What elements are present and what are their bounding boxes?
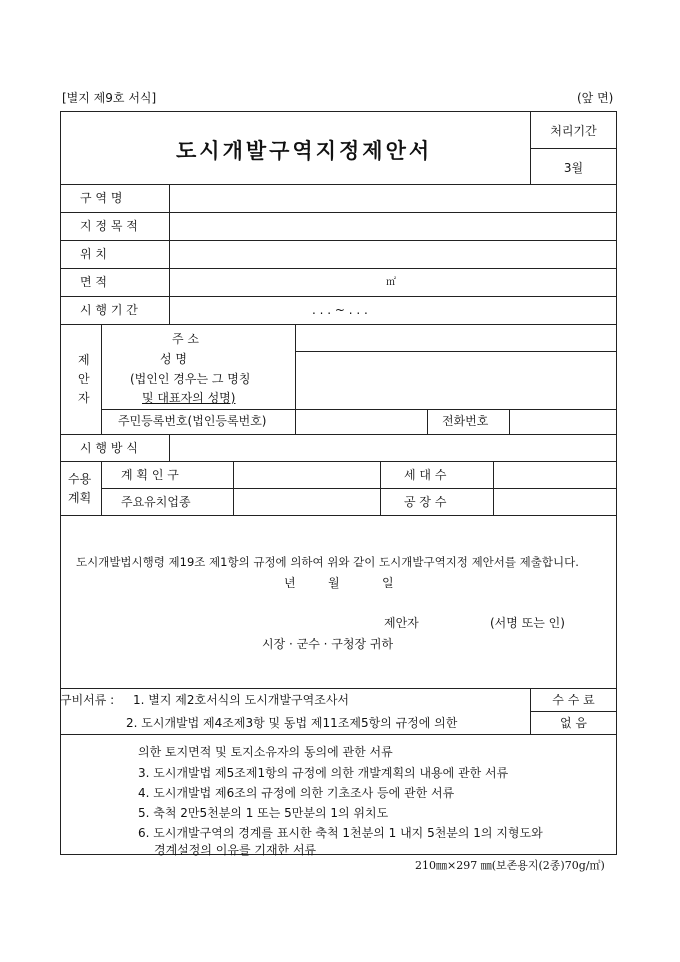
processing-period-label: 처리기간 [550,124,597,138]
location-field[interactable] [170,241,616,268]
fee-label: 수 수 료 [552,693,595,707]
name-field[interactable] [296,352,616,409]
proposer-group-label-1: 제 [78,353,90,367]
location-label: 위 치 [80,247,107,261]
address-field[interactable] [296,325,616,351]
period-label: 시 행 기 간 [80,303,138,317]
size-label: 면 적 [80,275,107,289]
recipient: 시장 · 군수 · 구청장 귀하 [262,637,394,651]
purpose-label: 지 정 목 적 [80,219,138,233]
attachment-item-3: 3. 도시개발법 제5조제1항의 규정에 의한 개발계획의 내용에 관한 서류 [138,766,509,780]
factories-label: 공 장 수 [404,495,447,509]
attachment-item-4: 4. 도시개발법 제6조의 규정에 의한 기초조사 등에 관한 서류 [138,786,455,800]
corp-note-line2: 및 대표자의 성명) [142,391,236,405]
attachment-item-5: 5. 축척 2만5천분의 1 또는 5만분의 1의 위치도 [138,806,389,820]
attachment-item-1: 1. 별지 제2호서식의 도시개발구역조사서 [133,693,350,707]
sign-note: (서명 또는 인) [490,616,565,630]
fee-value: 없 음 [560,716,587,730]
processing-period-value: 3월 [563,161,584,175]
capacity-group-label-2: 계획 [68,491,92,505]
planned-population-field[interactable] [234,462,380,488]
planned-population-label: 계 획 인 구 [121,468,179,482]
attachment-item-6-cont: 경계설정의 이유를 기재한 서류 [154,843,317,857]
attachment-item-2-cont: 의한 토지면적 및 토지소유자의 동의에 관한 서류 [138,745,393,759]
period-field[interactable] [170,297,616,324]
method-label: 시 행 방 식 [80,441,138,455]
date-year: 년 [284,576,296,590]
reg-number-label: 주민등록번호(법인등록번호) [118,414,267,428]
area-name-field[interactable] [170,185,616,212]
proposer-group-label-2: 안 [78,372,90,386]
date-day: 일 [382,576,394,590]
main-industry-field[interactable] [234,489,380,515]
method-field[interactable] [170,435,616,461]
page-side: (앞 면) [577,91,614,105]
proposer-group-label-3: 자 [78,391,90,405]
name-label: 성 명 [160,352,187,366]
declaration-statement: 도시개발법시행령 제19조 제1항의 규정에 의하여 위와 같이 도시개발구역지정 제안서를 제출합니다. [76,555,579,569]
period-value: . . . ~ . . . [312,303,368,317]
size-unit: ㎡ [386,277,396,288]
form-title: 도시개발구역지정제안서 [176,138,433,163]
attachment-item-2: 2. 도시개발법 제4조제3항 및 동법 제11조제5항의 규정에 의한 [126,716,458,730]
households-field[interactable] [494,462,616,488]
proposer-sign-label: 제안자 [384,616,419,630]
corp-note-line1: (법인인 경우는 그 명칭 [130,372,251,386]
paper-spec: 210㎜×297 ㎜(보존용지(2종)70g/㎡) [415,859,605,872]
address-label: 주 소 [172,332,199,346]
phone-field[interactable] [510,410,616,434]
capacity-group-label-1: 수용 [68,472,92,486]
phone-label: 전화번호 [442,414,489,428]
form-number: [별지 제9호 서식] [62,91,157,105]
purpose-field[interactable] [170,213,616,240]
main-industry-label: 주요유치업종 [121,495,191,509]
reg-number-field[interactable] [296,410,427,434]
area-name-label: 구 역 명 [80,191,123,205]
date-month: 월 [328,576,340,590]
attachments-label: 구비서류 : [60,693,115,707]
households-label: 세 대 수 [404,468,447,482]
factories-field[interactable] [494,489,616,515]
attachment-item-6: 6. 도시개발구역의 경계를 표시한 축척 1천분의 1 내지 5천분의 1의 지형도와 [138,826,543,840]
